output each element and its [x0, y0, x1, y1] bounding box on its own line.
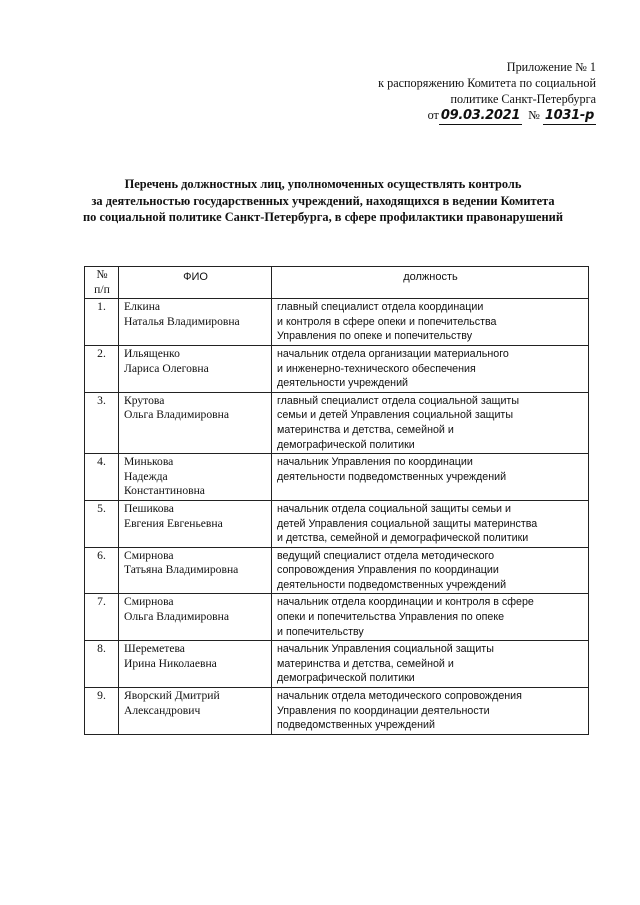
- row-number: 6.: [85, 547, 119, 594]
- position-line: демографической политики: [277, 438, 415, 451]
- name-line: Елкина: [124, 300, 161, 314]
- position-line: демографической политики: [277, 672, 415, 685]
- handwritten-number: 1031-р: [544, 108, 594, 123]
- table-row: [85, 392, 589, 453]
- position-line: детей Управления социальной защиты материнства: [277, 517, 538, 530]
- position-line: материнства и детства, семейной и: [277, 423, 454, 436]
- position-line: и детства, семейной и демографической политики: [277, 532, 529, 545]
- name-line: Ирина Николаевна: [124, 656, 217, 670]
- name-line: Константиновна: [124, 484, 205, 498]
- row-full-name: [119, 641, 272, 688]
- title-line-3: по социальной политике Санкт-Петербурга, в сфере профилактики правонарушений: [83, 210, 563, 224]
- name-line: Яворский Дмитрий: [124, 689, 220, 703]
- date-prefix: от: [427, 108, 439, 122]
- row-position: [272, 688, 589, 735]
- row-number: 5.: [85, 500, 119, 547]
- row-full-name: [119, 547, 272, 594]
- name-line: Александрович: [124, 703, 201, 717]
- title-line-2: за деятельностью государственных учреждений, находящихся в ведении Комитета: [91, 193, 555, 208]
- table-header-row: [85, 267, 589, 299]
- position-line: и контроля в сфере опеки и попечительства: [277, 315, 497, 328]
- table-row: [85, 688, 589, 735]
- appendix-date-line: [296, 107, 596, 125]
- row-full-name: [119, 594, 272, 641]
- row-position: [272, 299, 589, 346]
- table-row: [85, 299, 589, 346]
- row-position: [272, 547, 589, 594]
- position-line: Управления по координации деятельности: [277, 704, 490, 717]
- row-full-name: [119, 688, 272, 735]
- appendix-reference: к распоряжению Комитета по социальной: [378, 76, 596, 90]
- name-line: Лариса Олеговна: [124, 361, 209, 375]
- position-line: и попечительству: [277, 625, 364, 638]
- position-line: материнства и детства, семейной и: [277, 657, 454, 670]
- table-row: [85, 641, 589, 688]
- name-line: Ольга Владимировна: [124, 610, 229, 624]
- row-full-name: [119, 392, 272, 453]
- name-line: Евгения Евгеньевна: [124, 516, 223, 530]
- header-position: должность: [272, 267, 589, 299]
- position-line: подведомственных учреждений: [277, 719, 435, 732]
- name-line: Ольга Владимировна: [124, 408, 229, 422]
- position-line: начальник отдела организации материального: [277, 347, 509, 360]
- position-line: семьи и детей Управления социальной защиты: [277, 409, 514, 422]
- name-line: Пешикова: [124, 501, 174, 515]
- position-line: деятельности подведомственных учреждений: [277, 470, 507, 483]
- officials-table: [84, 266, 589, 735]
- table-row: [85, 547, 589, 594]
- row-position: [272, 594, 589, 641]
- position-line: Управления по опеке и попечительству: [277, 330, 473, 343]
- appendix-committee: политике Санкт-Петербурга: [450, 92, 596, 106]
- position-line: опеки и попечительства Управления по опеке: [277, 611, 505, 624]
- row-position: [272, 641, 589, 688]
- row-number: 8.: [85, 641, 119, 688]
- position-line: начальник Управления по координации: [277, 456, 473, 469]
- header-name: ФИО: [119, 267, 272, 299]
- row-number: 9.: [85, 688, 119, 735]
- row-position: [272, 392, 589, 453]
- position-line: начальник отдела социальной защиты семьи и: [277, 502, 511, 515]
- position-line: деятельности учреждений: [277, 377, 409, 390]
- appendix-title: Приложение № 1: [506, 60, 596, 74]
- position-line: главный специалист отдела координации: [277, 301, 484, 314]
- document-title: [40, 176, 606, 226]
- name-line: Шереметева: [124, 642, 185, 656]
- appendix-block: [296, 59, 596, 125]
- row-position: [272, 345, 589, 392]
- row-number: 3.: [85, 392, 119, 453]
- number-prefix: №: [528, 108, 540, 122]
- name-line: Наталья Владимировна: [124, 314, 240, 328]
- table-row: [85, 345, 589, 392]
- position-line: начальник отдела координации и контроля в сфере: [277, 596, 534, 609]
- row-number: 7.: [85, 594, 119, 641]
- name-line: Смирнова: [124, 595, 174, 609]
- position-line: ведущий специалист отдела методического: [277, 549, 495, 562]
- table-row: [85, 500, 589, 547]
- row-full-name: [119, 345, 272, 392]
- row-full-name: [119, 500, 272, 547]
- row-position: [272, 500, 589, 547]
- position-line: деятельности подведомственных учреждений: [277, 578, 507, 591]
- row-full-name: [119, 299, 272, 346]
- row-position: [272, 454, 589, 501]
- handwritten-date: 09.03.2021: [440, 108, 521, 123]
- name-line: Крутова: [124, 393, 165, 407]
- name-line: Татьяна Владимировна: [124, 563, 239, 577]
- row-full-name: [119, 454, 272, 501]
- name-line: Минькова: [124, 455, 174, 469]
- position-line: сопровождения Управления по координации: [277, 564, 499, 577]
- position-line: начальник Управления социальной защиты: [277, 643, 494, 656]
- table-row: [85, 454, 589, 501]
- name-line: Ильященко: [124, 346, 180, 360]
- row-number: 2.: [85, 345, 119, 392]
- header-number: № п/п: [85, 267, 119, 299]
- position-line: начальник отдела методического сопровождения: [277, 690, 522, 703]
- name-line: Надежда: [124, 469, 168, 483]
- table-row: [85, 594, 589, 641]
- row-number: 1.: [85, 299, 119, 346]
- position-line: главный специалист отдела социальной защиты: [277, 394, 520, 407]
- name-line: Смирнова: [124, 548, 174, 562]
- position-line: и инженерно-технического обеспечения: [277, 362, 476, 375]
- row-number: 4.: [85, 454, 119, 501]
- title-line-1: Перечень должностных лиц, уполномоченных осуществлять контроль: [124, 177, 522, 191]
